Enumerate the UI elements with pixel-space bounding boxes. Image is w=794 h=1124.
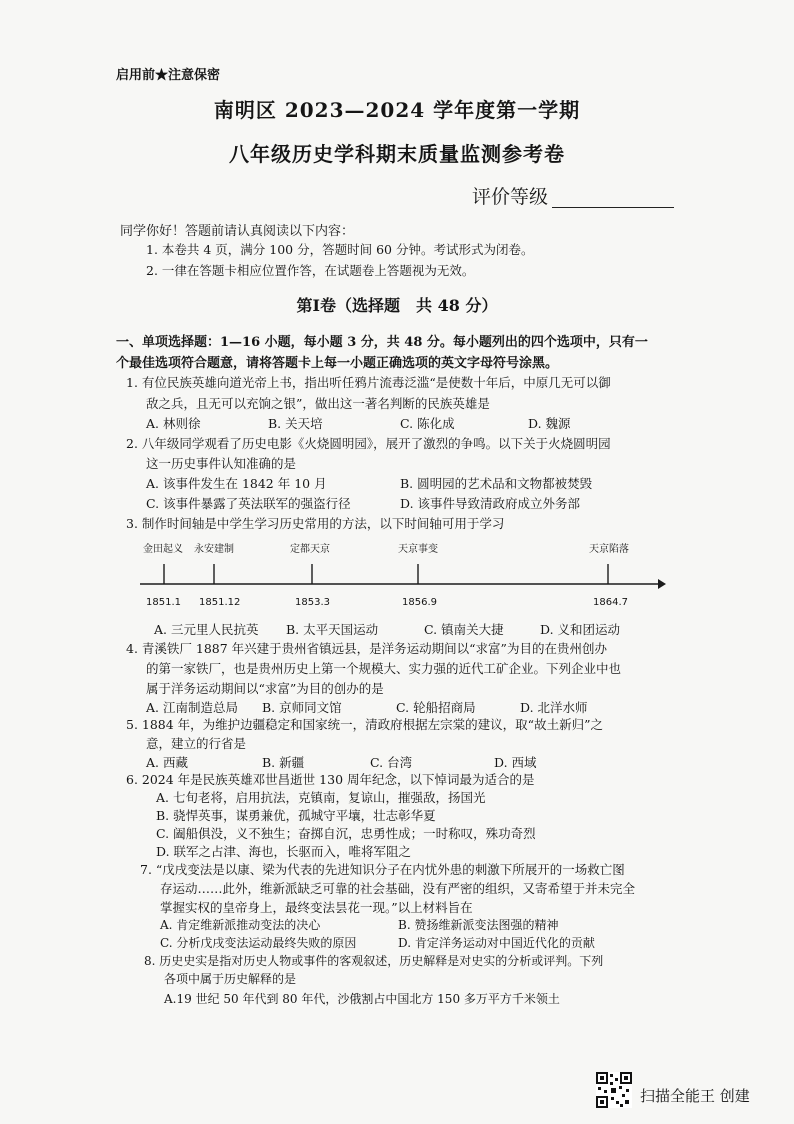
question-5-option-a: A. 西藏	[146, 755, 188, 770]
question-4-option-b: B. 京师同文馆	[262, 700, 342, 715]
exam-title-line2: 八年级历史学科期末质量监测参考卷	[229, 142, 565, 166]
question-7-option-d: D. 肯定洋务运动对中国近代化的贡献	[398, 936, 595, 950]
question-6-option-d: D. 联军之占津、海也，长驱而入，唯将军阻之	[156, 844, 412, 859]
question-2-line-1: 2. 八年级同学观看了历史电影《火烧圆明园》，展开了激烈的争鸣。以下关于火烧圆明园	[126, 436, 611, 451]
question-4-line-3: 属于洋务运动期间以“求富”为目的创办的是	[146, 681, 384, 696]
grade-blank-line	[552, 207, 674, 208]
question-3-option-b: B. 太平天国运动	[286, 622, 379, 637]
timeline-date-4: 1856.9	[402, 597, 437, 608]
question-2-option-a: A. 该事件发生在 1842 年 10 月	[146, 476, 327, 491]
timeline-label-2: 永安建制	[194, 544, 234, 555]
question-7-option-b: B. 赞扬维新派变法图强的精神	[398, 918, 559, 932]
question-3-line-1: 3. 制作时间轴是中学生学习历史常用的方法，以下时间轴可用于学习	[126, 516, 505, 531]
question-5-line-2: 意，建立的行省是	[146, 736, 247, 751]
notice-item-1: 1. 本卷共 4 页，满分 100 分，答题时间 60 分钟。考试形式为闭卷。	[146, 242, 534, 257]
section-title: 第Ⅰ卷（选择题 共 48 分）	[296, 296, 498, 315]
qr-code-icon	[596, 1072, 632, 1108]
scanner-watermark: 扫描全能王 创建	[640, 1087, 750, 1105]
question-4-option-c: C. 轮船招商局	[396, 700, 476, 715]
question-1-option-c: C. 陈化成	[400, 416, 455, 431]
question-2-option-c: C. 该事件暴露了英法联军的强盗行径	[146, 496, 351, 511]
question-1-option-d: D. 魏源	[528, 416, 571, 431]
question-6-option-b: B. 骁悍英事，谋勇兼优，孤城守平壤，壮志彰华夏	[156, 808, 436, 823]
section-instruction-line1: 一、单项选择题：1—16 小题，每小题 3 分，共 48 分。每小题列出的四个选项中，只有一	[116, 335, 648, 350]
question-7-line-3: 掌握实权的皇帝身上，最终变法昙花一现。”以上材料旨在	[160, 900, 473, 915]
question-1-line-1: 1. 有位民族英雄向道光帝上书，指出听任鸦片流毒泛滥“是使数十年后，中原几无可以御	[126, 375, 611, 390]
question-7-option-a: A. 肯定维新派推动变法的决心	[160, 918, 321, 932]
timeline-date-1: 1851.1	[146, 597, 181, 608]
question-1-line-2: 敌之兵，且无可以充饷之银”，做出这一著名判断的民族英雄是	[146, 396, 490, 411]
exam-title-line1: 南明区 2023—2024 学年度第一学期	[213, 98, 581, 122]
question-2-option-d: D. 该事件导致清政府成立外务部	[400, 496, 581, 511]
question-6-option-c: C. 阖船俱没，义不独生；奋掷自沉，忠勇性成；一时称叹，殊功奇烈	[156, 826, 536, 841]
question-4-line-2: 的第一家铁厂，也是贵州历史上第一个规模大、实力强的近代工矿企业。下列企业中也	[146, 661, 622, 676]
timeline-date-3: 1853.3	[295, 597, 330, 608]
question-8-line-2: 各项中属于历史解释的是	[164, 972, 297, 986]
timeline-arrowhead	[658, 579, 666, 589]
timeline-label-4: 天京事变	[398, 544, 438, 555]
question-6-option-a: A. 七旬老将，启用抗法，克镇南，复谅山，摧强敌，扬国光	[156, 790, 486, 805]
confidential-mark: 启用前★注意保密	[116, 68, 221, 83]
notice-item-2: 2. 一律在答题卡相应位置作答，在试题卷上答题视为无效。	[146, 263, 475, 278]
timeline-label-3: 定都天京	[290, 544, 330, 555]
timeline-label-5: 天京陷落	[589, 544, 629, 555]
question-8-option-a: A.19 世纪 50 年代到 80 年代，沙俄割占中国北方 150 多万平方千米领土	[164, 992, 560, 1006]
notice-intro: 同学你好！答题前请认真阅读以下内容：	[120, 224, 355, 239]
timeline-date-5: 1864.7	[593, 597, 628, 608]
question-4-option-d: D. 北洋水师	[520, 700, 588, 715]
question-7-line-1: 7. “戊戌变法是以康、梁为代表的先进知识分子在内忧外患的刺激下所展开的一场救亡图	[140, 862, 625, 877]
question-6-line-1: 6. 2024 年是民族英雄邓世昌逝世 130 周年纪念，以下悼词最为适合的是	[126, 772, 535, 787]
question-3-option-c: C. 镇南关大捷	[424, 622, 504, 637]
grade-label: 评价等级	[472, 186, 549, 208]
question-2-option-b: B. 圆明园的艺术品和文物都被焚毁	[400, 476, 593, 491]
question-2-line-2: 这一历史事件认知准确的是	[146, 456, 297, 471]
timeline-label-1: 金田起义	[143, 544, 183, 555]
question-5-line-1: 5. 1884 年，为维护边疆稳定和国家统一，清政府根据左宗棠的建议，取“故土新归”之	[126, 717, 603, 732]
question-5-option-c: C. 台湾	[370, 755, 413, 770]
question-5-option-d: D. 西域	[494, 755, 537, 770]
question-8-line-1: 8. 历史史实是指对历史人物或事件的客观叙述，历史解释是对史实的分析或评判。下列	[144, 954, 604, 968]
question-3-option-d: D. 义和团运动	[540, 622, 621, 637]
section-instruction-line2: 个最佳选项符合题意，请将答题卡上每一小题正确选项的英文字母符号涂黑。	[116, 356, 559, 371]
question-7-option-c: C. 分析戊戌变法运动最终失败的原因	[160, 936, 357, 950]
question-7-line-2: 存运动……此外，维新派缺乏可靠的社会基础，没有严密的组织，又寄希望于并未完全	[160, 881, 636, 896]
question-1-option-a: A. 林则徐	[146, 416, 201, 431]
timeline-date-2: 1851.12	[199, 597, 241, 608]
question-4-line-1: 4. 青溪铁厂 1887 年兴建于贵州省镇远县，是洋务运动期间以“求富”为目的在贵州创办	[126, 641, 607, 656]
question-1-option-b: B. 关天培	[268, 416, 323, 431]
question-4-option-a: A. 江南制造总局	[146, 700, 238, 715]
question-5-option-b: B. 新疆	[262, 755, 305, 770]
question-3-option-a: A. 三元里人民抗英	[154, 622, 259, 637]
